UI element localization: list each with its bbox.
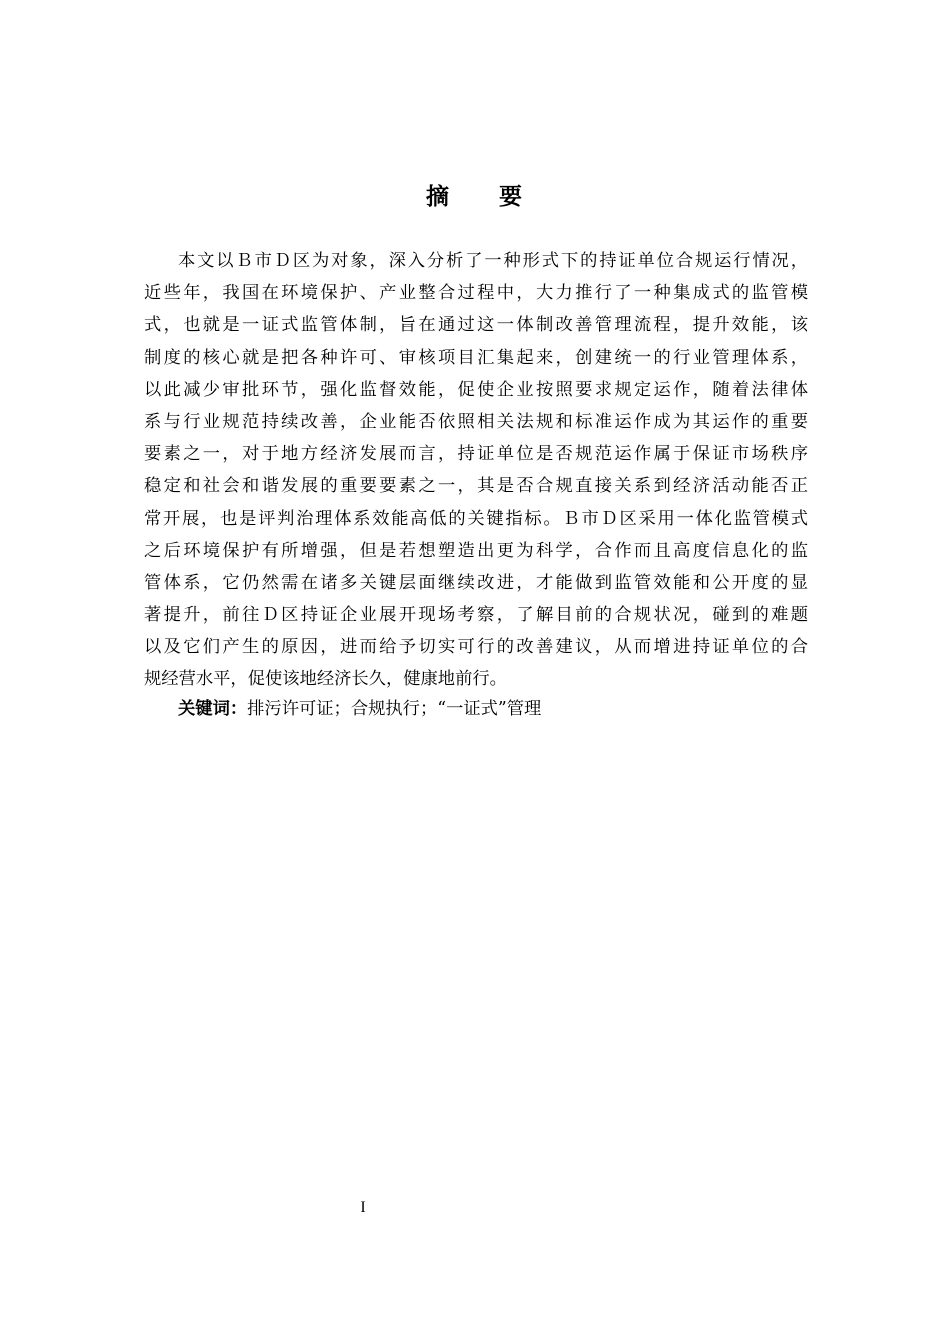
abstract-body [144, 245, 808, 696]
page-title-char-1: 摘 [426, 184, 451, 210]
page-title-char-2: 要 [499, 184, 524, 210]
page-title [0, 181, 950, 213]
abstract-line: 管体系，它仍然需在诸多关键层面继续改进，才能做到监管效能和公开度的显 [144, 572, 808, 593]
abstract-line: 著提升，前往Ｄ区持证企业展开现场考察，了解目前的合规状况，碰到的难题 [144, 605, 808, 626]
keywords-line [178, 693, 541, 725]
abstract-line: 常开展，也是评判治理体系效能高低的关键指标。Ｂ市Ｄ区采用一体化监管模式 [144, 508, 808, 529]
abstract-line: 制度的核心就是把各种许可、审核项目汇集起来，创建统一的行业管理体系， [144, 347, 808, 368]
abstract-line: 近些年，我国在环境保护、产业整合过程中，大力推行了一种集成式的监管模 [144, 283, 808, 304]
abstract-line: 稳定和社会和谐发展的重要要素之一，其是否合规直接关系到经济活动能否正 [144, 476, 808, 497]
abstract-line: 之后环境保护有所增强，但是若想塑造出更为科学，合作而且高度信息化的监 [144, 540, 808, 561]
keywords-label: 关键词： [178, 699, 248, 719]
abstract-line: 系与行业规范持续改善，企业能否依照相关法规和标准运作成为其运作的重要 [144, 411, 808, 432]
abstract-line: 以及它们产生的原因，进而给予切实可行的改善建议，从而增进持证单位的合 [144, 637, 808, 658]
keywords-text: 排污许可证；合规执行；“一证式”管理 [247, 699, 542, 719]
abstract-line: 式，也就是一证式监管体制，旨在通过这一体制改善管理流程，提升效能，该 [144, 315, 808, 336]
abstract-line: 要素之一，对于地方经济发展而言，持证单位是否规范运作属于保证市场秩序 [144, 444, 808, 465]
abstract-line: 本文以Ｂ市Ｄ区为对象，深入分析了一种形式下的持证单位合规运行情况， [178, 251, 808, 271]
abstract-line: 以此减少审批环节，强化监督效能，促使企业按照要求规定运作，随着法律体 [144, 379, 808, 400]
page-number: I [360, 1199, 366, 1216]
abstract-line: 规经营水平，促使该地经济长久，健康地前行。 [144, 669, 507, 690]
